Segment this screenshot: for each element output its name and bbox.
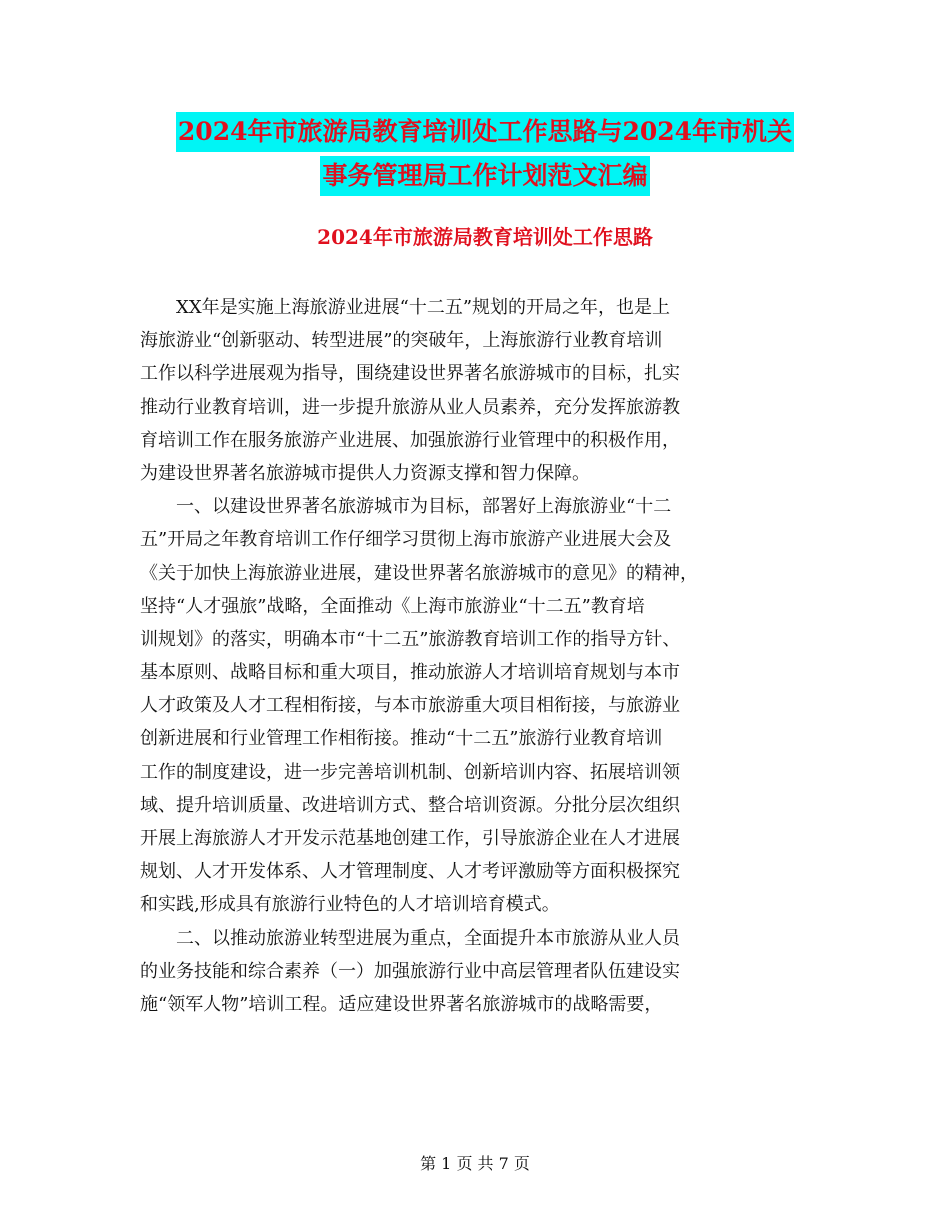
text-line: 和实践,形成具有旅游行业特色的人才培训培育模式。 (140, 894, 560, 916)
text-line: 规划、人才开发体系、人才管理制度、人才考评激励等方面积极探究 (140, 861, 680, 883)
text-line: 人才政策及人才工程相衔接，与本市旅游重大项目相衔接，与旅游业 (140, 695, 680, 717)
paragraph-2 (140, 490, 830, 921)
document-title (140, 112, 830, 200)
text-line: 海旅游业“创新驱动、转型进展”的突破年，上海旅游行业教育培训 (140, 330, 663, 352)
title-line-1: 2024年市旅游局教育培训处工作思路与2024年市机关 (176, 112, 794, 152)
text-line: 《关于加快上海旅游业进展，建设世界著名旅游城市的意见》的精神， (140, 562, 698, 584)
text-line: 坚持“人才强旅”战略，全面推动《上海市旅游业“十二五”教育培 (140, 595, 645, 617)
text-line: 一、以建设世界著名旅游城市为目标，部署好上海旅游业“十二 (176, 496, 672, 518)
text-line: 为建设世界著名旅游城市提供人力资源支撑和智力保障。 (140, 462, 590, 484)
text-line: 工作的制度建设，进一步完善培训机制、创新培训内容、拓展培训领 (140, 761, 680, 783)
text-line: 育培训工作在服务旅游产业进展、加强旅游行业管理中的积极作用， (140, 429, 680, 451)
text-line: 创新进展和行业管理工作相衔接。推动“十二五”旅游行业教育培训 (140, 728, 663, 750)
text-line: 工作以科学进展观为指导，围绕建设世界著名旅游城市的目标，扎实 (140, 363, 680, 385)
text-line: 施“领军人物”培训工程。适应建设世界著名旅游城市的战略需要， (140, 993, 663, 1015)
text-line: 二、以推动旅游业转型进展为重点，全面提升本市旅游从业人员 (176, 927, 680, 949)
body-text (140, 291, 830, 1021)
text-line: 域、提升培训质量、改进培训方式、整合培训资源。分批分层次组织 (140, 794, 680, 816)
text-line: 基本原则、战略目标和重大项目，推动旅游人才培训培育规划与本市 (140, 662, 680, 684)
paragraph-1 (140, 291, 830, 490)
text-line: 五”开局之年教育培训工作仔细学习贯彻上海市旅游产业进展大会及 (140, 529, 672, 551)
text-line: 推动行业教育培训，进一步提升旅游从业人员素养，充分发挥旅游教 (140, 396, 680, 418)
page-number-footer: 第 1 页 共 7 页 (420, 1154, 530, 1173)
text-line: 训规划》的落实，明确本市“十二五”旅游教育培训工作的指导方针、 (140, 628, 681, 650)
paragraph-3 (140, 922, 830, 1022)
text-line: 开展上海旅游人才开发示范基地创建工作，引导旅游企业在人才进展 (140, 828, 680, 849)
title-line-2: 事务管理局工作计划范文汇编 (320, 156, 649, 196)
text-line: XX年是实施上海旅游业进展“十二五”规划的开局之年，也是上 (176, 297, 671, 318)
section-heading: 2024年市旅游局教育培训处工作思路 (317, 225, 653, 249)
text-line: 的业务技能和综合素养（一）加强旅游行业中高层管理者队伍建设实 (140, 960, 680, 982)
